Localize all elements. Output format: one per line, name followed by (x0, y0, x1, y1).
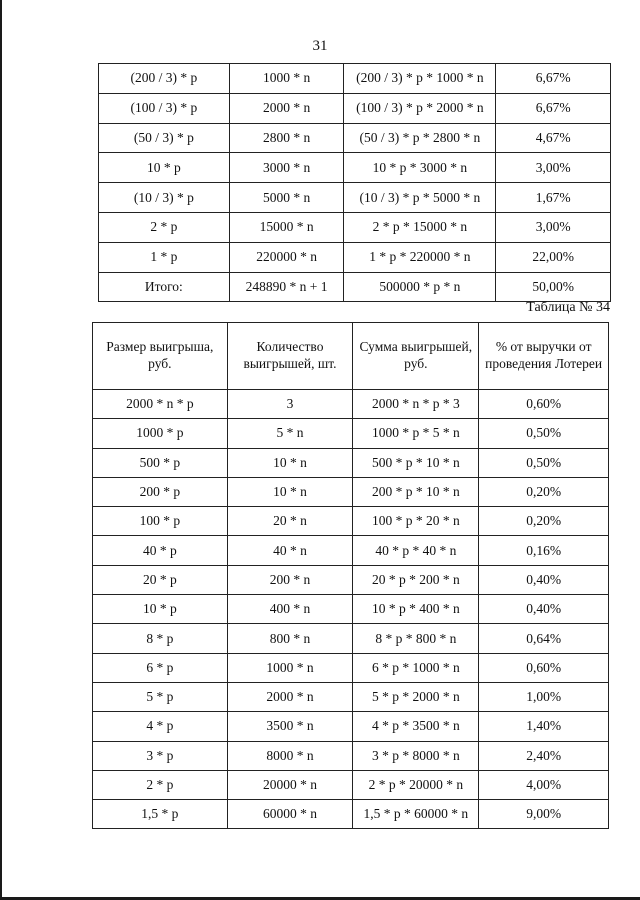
cell-revenue-percent: 4,67% (496, 123, 611, 153)
table-34-body (93, 390, 609, 829)
cell-revenue-percent: 0,16% (479, 536, 609, 565)
cell-revenue-percent: 0,20% (479, 507, 609, 536)
cell-prize-sum: 3 * p * 8000 * n (353, 741, 479, 770)
cell-prize-sum: 2 * p * 20000 * n (353, 770, 479, 799)
cell-prize-count: 20000 * n (227, 770, 353, 799)
table-row (93, 448, 609, 477)
cell-prize-count: 40 * n (227, 536, 353, 565)
cell-revenue-percent: 0,60% (479, 390, 609, 419)
cell-prize-size: 2000 * n * p (93, 390, 228, 419)
cell-prize-count: 2000 * n (229, 93, 344, 123)
cell-prize-size: 10 * p (99, 153, 230, 183)
table-prize-continuation-body (99, 64, 611, 302)
cell-prize-count: 15000 * n (229, 212, 344, 242)
cell-prize-size: (50 / 3) * p (99, 123, 230, 153)
cell-prize-count: 200 * n (227, 565, 353, 594)
table-row (93, 507, 609, 536)
cell-prize-size: 3 * p (93, 741, 228, 770)
cell-prize-count: 5000 * n (229, 183, 344, 213)
table-row (93, 624, 609, 653)
cell-prize-sum: 200 * p * 10 * n (353, 477, 479, 506)
cell-prize-sum: 1000 * p * 5 * n (353, 419, 479, 448)
table-row (93, 390, 609, 419)
cell-prize-sum: 1,5 * p * 60000 * n (353, 800, 479, 829)
cell-prize-size: 8 * p (93, 624, 228, 653)
cell-prize-sum: 8 * p * 800 * n (353, 624, 479, 653)
cell-prize-count: 400 * n (227, 595, 353, 624)
cell-revenue-percent: 22,00% (496, 242, 611, 272)
cell-revenue-percent: 0,20% (479, 477, 609, 506)
cell-revenue-percent: 0,60% (479, 653, 609, 682)
cell-revenue-percent: 0,40% (479, 565, 609, 594)
table-34 (92, 322, 609, 829)
cell-prize-sum: 10 * p * 400 * n (353, 595, 479, 624)
cell-prize-size: (200 / 3) * p (99, 64, 230, 94)
cell-revenue-percent: 6,67% (496, 93, 611, 123)
header-revenue-percent: % от выручки от проведения Лотереи (479, 323, 609, 390)
table-row (93, 477, 609, 506)
cell-prize-count: 10 * n (227, 477, 353, 506)
page-number: 31 (312, 38, 328, 54)
cell-prize-size: 6 * p (93, 653, 228, 682)
cell-prize-count: 220000 * n (229, 242, 344, 272)
table-row (99, 64, 611, 94)
cell-prize-sum: (50 / 3) * p * 2800 * n (344, 123, 496, 153)
table-header-row (93, 323, 609, 390)
cell-prize-count: 3000 * n (229, 153, 344, 183)
cell-prize-count: 8000 * n (227, 741, 353, 770)
cell-prize-sum: 6 * p * 1000 * n (353, 653, 479, 682)
table-row (99, 123, 611, 153)
cell-prize-size: 1 * p (99, 242, 230, 272)
cell-prize-count: 248890 * n + 1 (229, 272, 344, 302)
cell-prize-size: 2 * p (93, 770, 228, 799)
cell-prize-count: 1000 * n (229, 64, 344, 94)
cell-prize-size: 100 * p (93, 507, 228, 536)
table-row (93, 741, 609, 770)
cell-prize-count: 3500 * n (227, 712, 353, 741)
table-row (93, 536, 609, 565)
table-row (99, 93, 611, 123)
cell-revenue-percent: 4,00% (479, 770, 609, 799)
cell-prize-size: 5 * p (93, 682, 228, 711)
table-row (93, 770, 609, 799)
cell-prize-count: 5 * n (227, 419, 353, 448)
cell-prize-size: (100 / 3) * p (99, 93, 230, 123)
cell-prize-sum: 500000 * p * n (344, 272, 496, 302)
table-row (93, 653, 609, 682)
cell-prize-size: (10 / 3) * p (99, 183, 230, 213)
table-row (93, 419, 609, 448)
cell-revenue-percent: 0,50% (479, 448, 609, 477)
table-row (93, 682, 609, 711)
cell-prize-sum: (200 / 3) * p * 1000 * n (344, 64, 496, 94)
cell-prize-sum: (10 / 3) * p * 5000 * n (344, 183, 496, 213)
table-row (99, 212, 611, 242)
cell-prize-size: 4 * p (93, 712, 228, 741)
cell-prize-count: 20 * n (227, 507, 353, 536)
table-row (93, 800, 609, 829)
cell-prize-count: 2000 * n (227, 682, 353, 711)
cell-prize-size: 2 * p (99, 212, 230, 242)
cell-prize-sum: 5 * p * 2000 * n (353, 682, 479, 711)
table-row (99, 272, 611, 302)
cell-prize-size: 40 * p (93, 536, 228, 565)
cell-prize-size: 1000 * p (93, 419, 228, 448)
cell-revenue-percent: 2,40% (479, 741, 609, 770)
cell-revenue-percent: 3,00% (496, 212, 611, 242)
header-prize-count: Количество выигрышей, шт. (227, 323, 353, 390)
cell-prize-size: 1,5 * p (93, 800, 228, 829)
cell-prize-sum: 1 * p * 220000 * n (344, 242, 496, 272)
cell-revenue-percent: 1,00% (479, 682, 609, 711)
cell-prize-size: 200 * p (93, 477, 228, 506)
cell-prize-size: 20 * p (93, 565, 228, 594)
cell-revenue-percent: 50,00% (496, 272, 611, 302)
cell-revenue-percent: 3,00% (496, 153, 611, 183)
cell-revenue-percent: 9,00% (479, 800, 609, 829)
header-prize-sum: Сумма выигрышей, руб. (353, 323, 479, 390)
cell-prize-sum: 4 * p * 3500 * n (353, 712, 479, 741)
cell-prize-sum: 10 * p * 3000 * n (344, 153, 496, 183)
cell-prize-size: 10 * p (93, 595, 228, 624)
cell-prize-sum: 500 * p * 10 * n (353, 448, 479, 477)
table-row (99, 183, 611, 213)
table-prize-continuation (98, 63, 611, 302)
cell-revenue-percent: 1,40% (479, 712, 609, 741)
cell-prize-count: 3 (227, 390, 353, 419)
cell-prize-size: Итого: (99, 272, 230, 302)
cell-prize-size: 500 * p (93, 448, 228, 477)
cell-prize-sum: 2000 * n * p * 3 (353, 390, 479, 419)
cell-prize-sum: 20 * p * 200 * n (353, 565, 479, 594)
table-caption: Таблица № 34 (526, 300, 610, 315)
scan-edge-left (0, 0, 2, 900)
table-row (99, 153, 611, 183)
table-row (99, 242, 611, 272)
table-row (93, 565, 609, 594)
cell-revenue-percent: 1,67% (496, 183, 611, 213)
cell-revenue-percent: 0,50% (479, 419, 609, 448)
cell-prize-sum: (100 / 3) * p * 2000 * n (344, 93, 496, 123)
cell-prize-count: 1000 * n (227, 653, 353, 682)
cell-prize-count: 800 * n (227, 624, 353, 653)
table-row (93, 712, 609, 741)
cell-prize-count: 10 * n (227, 448, 353, 477)
cell-prize-count: 60000 * n (227, 800, 353, 829)
cell-prize-sum: 2 * p * 15000 * n (344, 212, 496, 242)
cell-prize-sum: 40 * p * 40 * n (353, 536, 479, 565)
cell-revenue-percent: 0,40% (479, 595, 609, 624)
cell-prize-sum: 100 * p * 20 * n (353, 507, 479, 536)
table-row (93, 595, 609, 624)
cell-revenue-percent: 6,67% (496, 64, 611, 94)
cell-prize-count: 2800 * n (229, 123, 344, 153)
header-prize-size: Размер выигрыша, руб. (93, 323, 228, 390)
cell-revenue-percent: 0,64% (479, 624, 609, 653)
